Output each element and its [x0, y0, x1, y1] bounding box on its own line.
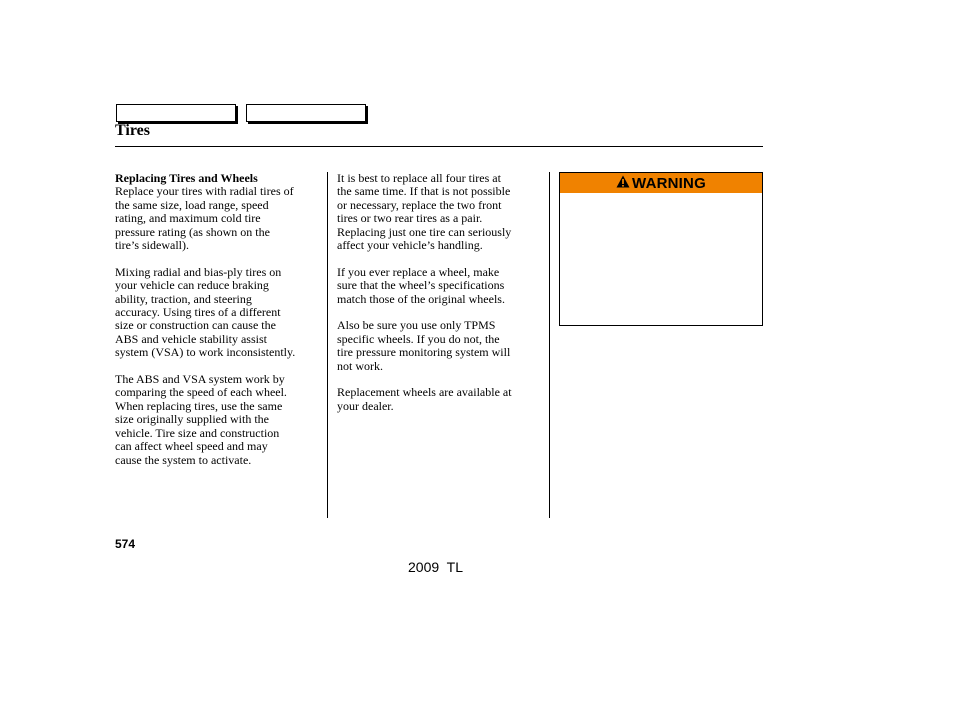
text-line: vehicle. Tire size and construction: [115, 425, 280, 440]
paragraph-lines: [115, 373, 295, 467]
text-line: Replace your tires with radial tires of: [115, 184, 294, 199]
text-line: Also be sure you use only TPMS: [337, 318, 496, 333]
paragraph-2: [337, 266, 512, 306]
model-footer: 2009 TL: [408, 559, 464, 575]
text-line: cause the system to activate.: [115, 452, 252, 467]
text-line: can affect wheel speed and may: [115, 439, 268, 454]
text-line: If you ever replace a wheel, make: [337, 264, 500, 279]
text-line: pressure rating (as shown on the: [115, 224, 270, 239]
text-line: rating, and maximum cold tire: [115, 211, 261, 226]
paragraph-1: [337, 172, 512, 252]
text-line: or necessary, replace the two front: [337, 197, 502, 212]
title-rule: [115, 146, 763, 147]
paragraph-lines: [337, 386, 512, 413]
text-line: accuracy. Using tires of a different: [115, 305, 281, 320]
column-divider-2: [549, 172, 550, 518]
text-line: your vehicle can reduce braking: [115, 278, 269, 293]
text-line: It is best to replace all four tires at: [337, 171, 501, 185]
text-line: tire pressure monitoring system will: [337, 345, 511, 360]
text-line: the same size, load range, speed: [115, 197, 269, 212]
text-line: the same time. If that is not possible: [337, 184, 511, 199]
section-title: Tires: [115, 122, 150, 139]
warning-header: [560, 173, 762, 193]
text-line: specific wheels. If you do not, the: [337, 331, 500, 346]
text-line: size originally supplied with the: [115, 412, 269, 427]
text-line: match those of the original wheels.: [337, 291, 505, 306]
paragraph-1: [115, 172, 295, 252]
subheading: Replacing Tires and Wheels: [115, 171, 258, 185]
warning-box: [559, 172, 763, 326]
warning-label: WARNING: [632, 174, 706, 192]
paragraph-lines: [337, 319, 512, 373]
nav-tab-box-2[interactable]: [246, 104, 366, 122]
text-line: When replacing tires, use the same: [115, 398, 283, 413]
text-line: your dealer.: [337, 398, 394, 413]
paragraph-lines: [115, 266, 295, 360]
text-line: comparing the speed of each wheel.: [115, 385, 287, 400]
paragraph-2: [115, 266, 295, 360]
text-line: tire’s sidewall).: [115, 238, 189, 253]
paragraph-lines: [115, 185, 295, 252]
text-line: system (VSA) to work inconsistently.: [115, 345, 296, 360]
paragraph-lines: [337, 172, 512, 252]
text-line: Replacing just one tire can seriously: [337, 224, 512, 239]
text-line: Replacement wheels are available at: [337, 385, 512, 400]
warning-triangle-icon: [616, 175, 632, 192]
text-line: ability, traction, and steering: [115, 291, 252, 306]
text-line: The ABS and VSA system work by: [115, 372, 285, 387]
paragraph-3: [337, 319, 512, 373]
text-line: sure that the wheel’s specifications: [337, 278, 505, 293]
nav-tab-box-1[interactable]: [116, 104, 236, 122]
paragraph-4: [337, 386, 512, 413]
text-column-1: [115, 172, 295, 480]
text-line: tires or two rear tires as a pair.: [337, 211, 483, 226]
text-line: size or construction can cause the: [115, 318, 276, 333]
text-line: ABS and vehicle stability assist: [115, 331, 267, 346]
page-number: 574: [115, 537, 136, 551]
text-column-2: [337, 172, 512, 427]
text-line: not work.: [337, 358, 383, 373]
paragraph-3: [115, 373, 295, 467]
column-divider-1: [327, 172, 328, 518]
paragraph-lines: [337, 266, 512, 306]
text-line: affect your vehicle’s handling.: [337, 238, 483, 253]
text-line: Mixing radial and bias-ply tires on: [115, 264, 282, 279]
